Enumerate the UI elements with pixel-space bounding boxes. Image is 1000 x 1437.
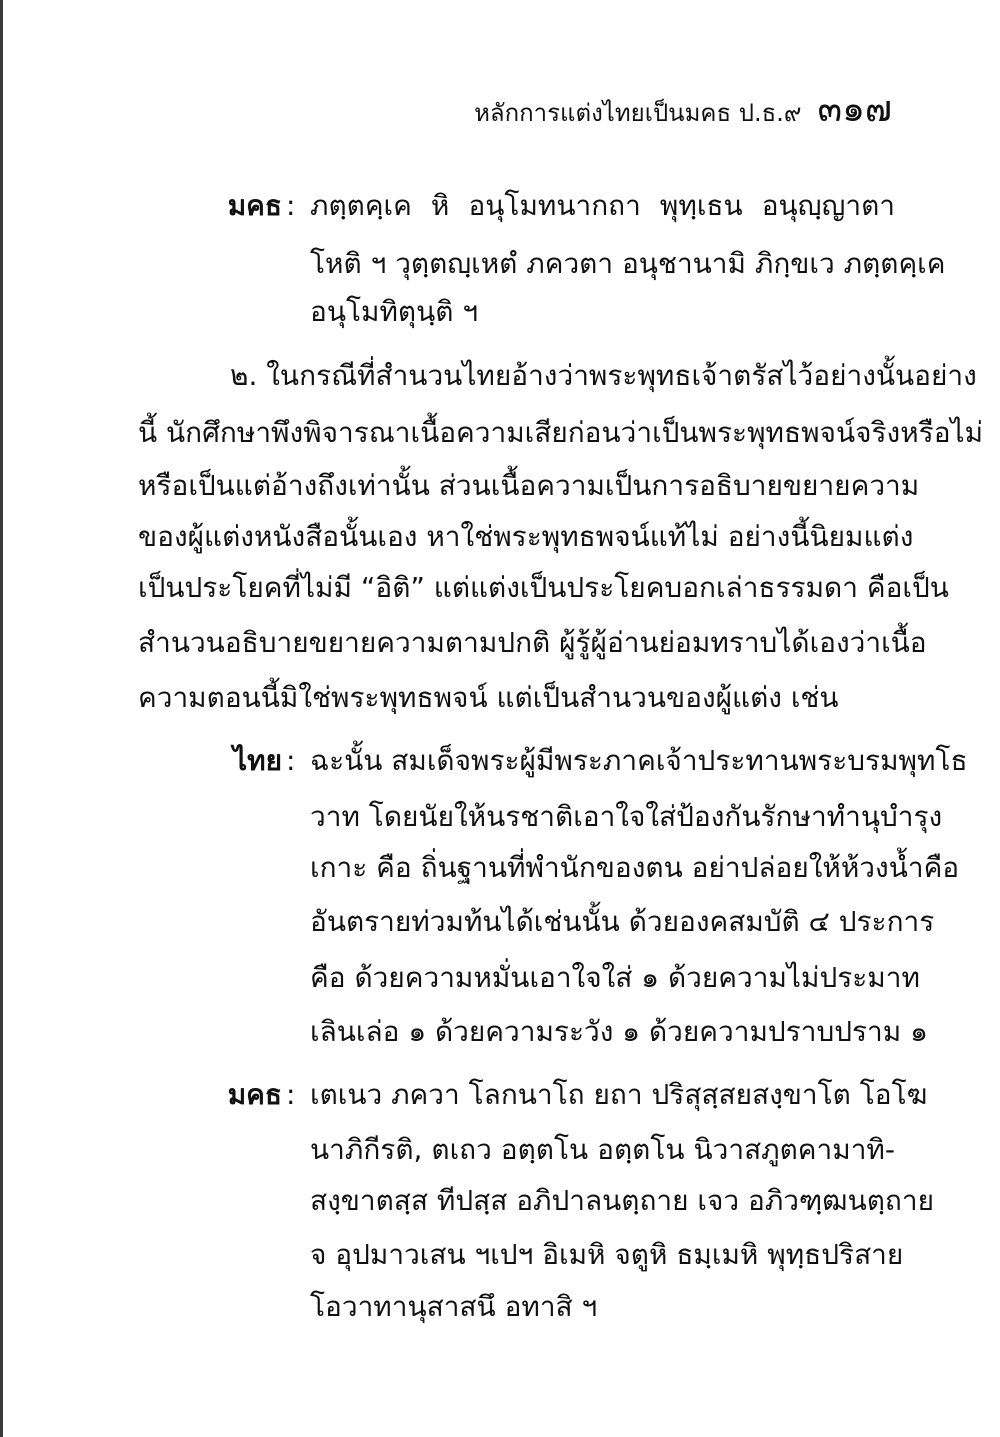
paragraph-text-6: สำนวนอธิบายขยายความตามปกติ ผู้รู้ผู้อ่านย่อมทราบได้เองว่าเนื้อ — [138, 626, 927, 659]
paragraph-text-1: ๒. ในกรณีที่สำนวนไทยอ้างว่าพระพุทธเจ้าตรัสไว้อย่างนั้นอย่าง — [230, 359, 977, 392]
block3-text-2: นาภิกีรติ, ตเถว อตฺตโน อตฺตโน นิวาสภูตคามาทิ- — [310, 1133, 895, 1166]
block1-line-1 — [0, 180, 1000, 232]
block2-line-1 — [0, 735, 1000, 787]
running-header — [474, 80, 892, 137]
block3-line-5 — [0, 1281, 1000, 1333]
block3-colon: : — [286, 1078, 296, 1111]
block1-line-3 — [0, 286, 1000, 338]
block2-text-4: อันตรายท่วมท้นได้เช่นนั้น ด้วยองคสมบัติ ๔ ประการ — [310, 905, 935, 938]
block2-label: ไทย — [233, 744, 282, 777]
block2-line-5 — [0, 952, 1000, 1004]
block2-text-6: เลินเล่อ ๑ ด้วยความระวัง ๑ ด้วยความปราบปราม ๑ — [310, 1015, 928, 1048]
block3-text-5: โอวาทานุสาสนึ อทาสิ ฯ — [310, 1290, 598, 1323]
paragraph-text-4: ของผู้แต่งหนังสือนั้นเอง หาใช่พระพุทธพจน์แท้ไม่ อย่างนี้นิยมแต่ง — [138, 520, 914, 553]
header-title: หลักการแต่งไทยเป็นมคธ ป.ธ.๙ — [474, 99, 802, 127]
paragraph-line-2 — [0, 407, 1000, 459]
block3-line-2 — [0, 1124, 1000, 1176]
paragraph-text-3: หรือเป็นแต่อ้างถึงเท่านั้น ส่วนเนื้อความเป็นการอธิบายขยายความ — [138, 469, 920, 502]
block1-colon: : — [286, 189, 296, 222]
block3-line-1 — [0, 1069, 1000, 1121]
paragraph-text-5: เป็นประโยคที่ไม่มี “อิติ” แต่แต่งเป็นประโยคบอกเล่าธรรมดา คือเป็น — [138, 571, 949, 604]
paragraph-line-1 — [0, 350, 1000, 402]
block2-line-4 — [0, 896, 1000, 948]
block3-line-3 — [0, 1175, 1000, 1227]
block2-text-3: เกาะ คือ ถิ่นฐานที่พำนักของตน อย่าปล่อยให้ห้วงน้ำคือ — [310, 851, 960, 884]
block3-label: มคธ — [227, 1078, 282, 1111]
block2-line-2 — [0, 791, 1000, 843]
block3-text-4: จ อุปมาวเสน ฯเปฯ อิเมหิ จตูหิ ธมฺเมหิ พุทฺธปริสาย — [310, 1238, 904, 1271]
block2-line-6 — [0, 1006, 1000, 1058]
block2-text-2: วาท โดยนัยให้นรชาติเอาใจใส่ป้องกันรักษาทำนุบำรุง — [310, 800, 943, 833]
block1-text-3: อนุโมทิตุนฺติ ฯ — [310, 295, 479, 328]
block2-text-1: ฉะนั้น สมเด็จพระผู้มีพระภาคเจ้าประทานพระบรมพุทโธ — [310, 744, 968, 777]
block1-text-1: ภตฺตคฺเค หิ อนุโมทนากถา พุทฺเธน อนุญฺญาตา — [310, 189, 895, 222]
paragraph-line-3 — [0, 460, 1000, 512]
block1-label: มคธ — [227, 189, 282, 222]
block2-line-3 — [0, 842, 1000, 894]
paragraph-line-4 — [0, 511, 1000, 563]
paragraph-text-7: ความตอนนี้มิใช่พระพุทธพจน์ แต่เป็นสำนวนของผู้แต่ง เช่น — [138, 681, 839, 714]
paragraph-line-6 — [0, 617, 1000, 669]
paragraph-text-2: นี้ นักศึกษาพึงพิจารณาเนื้อความเสียก่อนว่าเป็นพระพุทธพจน์จริงหรือไม่ — [138, 416, 984, 449]
block3-line-4 — [0, 1229, 1000, 1281]
block3-text-3: สงฺขาตสฺส ทีปสฺส อภิปาลนตฺถาย เจว อภิวฑฺฒนตฺถาย — [310, 1184, 934, 1217]
paragraph-line-5 — [0, 562, 1000, 614]
block2-colon: : — [286, 744, 296, 777]
paragraph-line-7 — [0, 672, 1000, 724]
block1-line-2 — [0, 238, 1000, 290]
block3-text-1: เตเนว ภควา โลกนาโถ ยถา ปริสุสฺสยสงฺขาโต โอโฆ — [310, 1078, 928, 1111]
block2-text-5: คือ ด้วยความหมั่นเอาใจใส่ ๑ ด้วยความไม่ประมาท — [310, 961, 920, 994]
block1-text-2: โหติ ฯ วุตฺตญฺเหตํ ภควตา อนุชานามิ ภิกฺขเว ภตฺตคฺเค — [310, 247, 946, 280]
page-number: ๓๑๗ — [817, 89, 892, 130]
